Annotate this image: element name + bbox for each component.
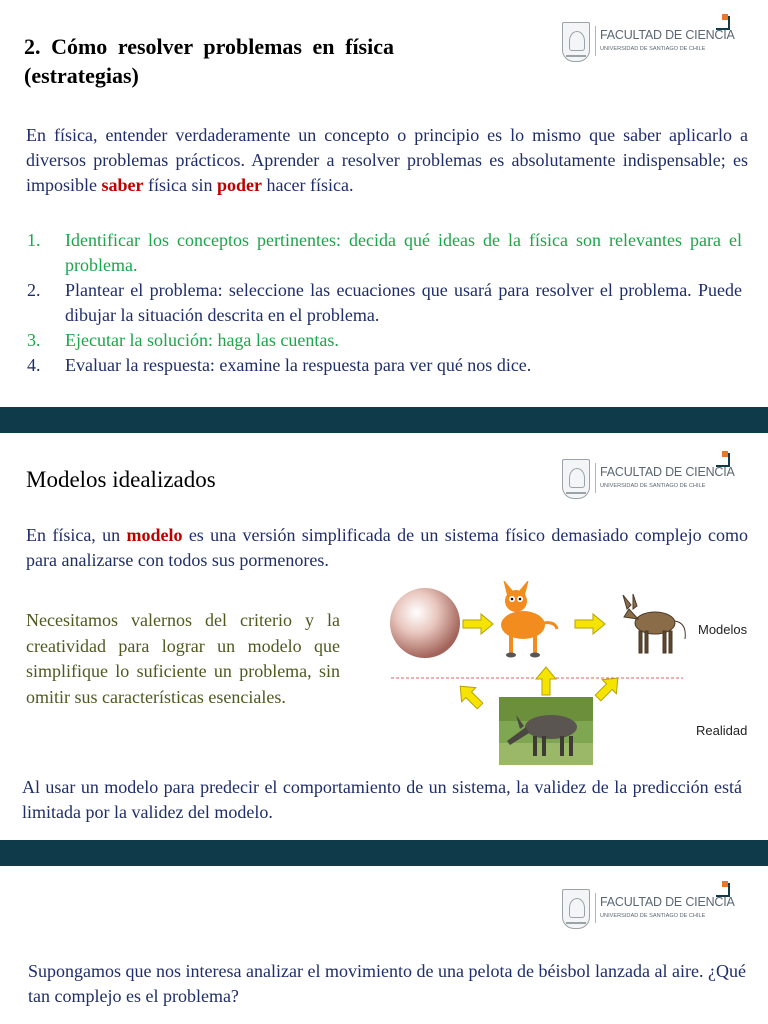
- conclusion-paragraph: Al usar un modelo para predecir el comportamiento de un sistema, la validez de la predicción está limitada por la validez del modelo.: [22, 777, 742, 822]
- slide-idealized-models: [0, 433, 768, 840]
- university-crest-icon: [562, 22, 590, 62]
- faculty-logo: [562, 453, 742, 505]
- model-definition: En física, un modelo es una versión simplificada de un sistema físico demasiado complejo como para analizarse con todos sus pormenores.: [26, 525, 748, 570]
- arrow-up-left-icon: [453, 679, 487, 713]
- baseball-paragraph: Supongamos que nos interesa analizar el movimiento de una pelota de béisbol lanzada al aire. ¿Qué tan complejo es el problema?: [28, 961, 746, 1006]
- sketch-donkey-icon: [623, 594, 685, 653]
- arrow-up-right-icon: [591, 671, 625, 705]
- slide-strategies: [0, 0, 768, 407]
- logo-line2: UNIVERSIDAD DE SANTIAGO DE CHILE: [600, 46, 706, 52]
- logo-line2: UNIVERSIDAD DE SANTIAGO DE CHILE: [600, 483, 706, 489]
- diagram-graphic: [383, 581, 768, 771]
- logo-line2: UNIVERSIDAD DE SANTIAGO DE CHILE: [600, 913, 706, 919]
- list-item: 4. Evaluar la respuesta: examine la respuesta para ver qué nos dice.: [27, 355, 532, 375]
- criteria-paragraph: Necesitamos valernos del criterio y la creatividad para lograr un modelo que simplifique lo suficiente un problema, sin omitir sus características esenciales.: [26, 610, 340, 707]
- intro-paragraph: En física, entender verdaderamente un concepto o principio es lo mismo que saber aplicarlo a diversos problemas prácticos. Aprender a resolver problemas es absolutamente indispensable; es imposible saber física sin poder hacer física.: [26, 125, 748, 195]
- arrow-right-icon: [575, 614, 605, 634]
- logo-line1: FACULTAD DE CIENCIA: [600, 28, 735, 42]
- slide-title: 2. Cómo resolver problemas en física (estrategias): [24, 34, 394, 88]
- arrow-up-icon: [536, 667, 556, 695]
- list-item: 3. Ejecutar la solución: haga las cuentas.: [27, 330, 339, 350]
- faculty-logo: [562, 883, 742, 935]
- emphasis-saber: saber: [101, 175, 144, 195]
- university-crest-icon: [562, 459, 590, 499]
- university-crest-icon: [562, 889, 590, 929]
- cartoon-donkey-icon: [501, 581, 557, 658]
- donkey-photo: [499, 697, 593, 765]
- slide-divider: [0, 840, 768, 866]
- strategy-steps-list: [24, 228, 742, 378]
- emphasis-modelo: modelo: [126, 525, 183, 545]
- list-item: 1. Identificar los conceptos pertinentes: decida qué ideas de la física son relevantes para el problema.: [27, 230, 742, 275]
- sphere-model-icon: [390, 588, 460, 658]
- models-label: Modelos: [698, 622, 748, 637]
- slide-title: Modelos idealizados: [26, 467, 216, 492]
- list-item: 2. Plantear el problema: seleccione las ecuaciones que usará para resolver el problema. Puede dibujar la situación descrita en el problema.: [27, 280, 742, 325]
- model-reality-diagram: [383, 581, 768, 771]
- reality-label: Realidad: [696, 723, 748, 738]
- faculty-logo: [562, 16, 742, 68]
- slide-divider: [0, 407, 768, 433]
- slide-baseball-problem: [0, 866, 768, 1024]
- arrow-right-icon: [463, 614, 493, 634]
- logo-line1: FACULTAD DE CIENCIA: [600, 465, 735, 479]
- logo-line1: FACULTAD DE CIENCIA: [600, 895, 735, 909]
- emphasis-poder: poder: [217, 175, 262, 195]
